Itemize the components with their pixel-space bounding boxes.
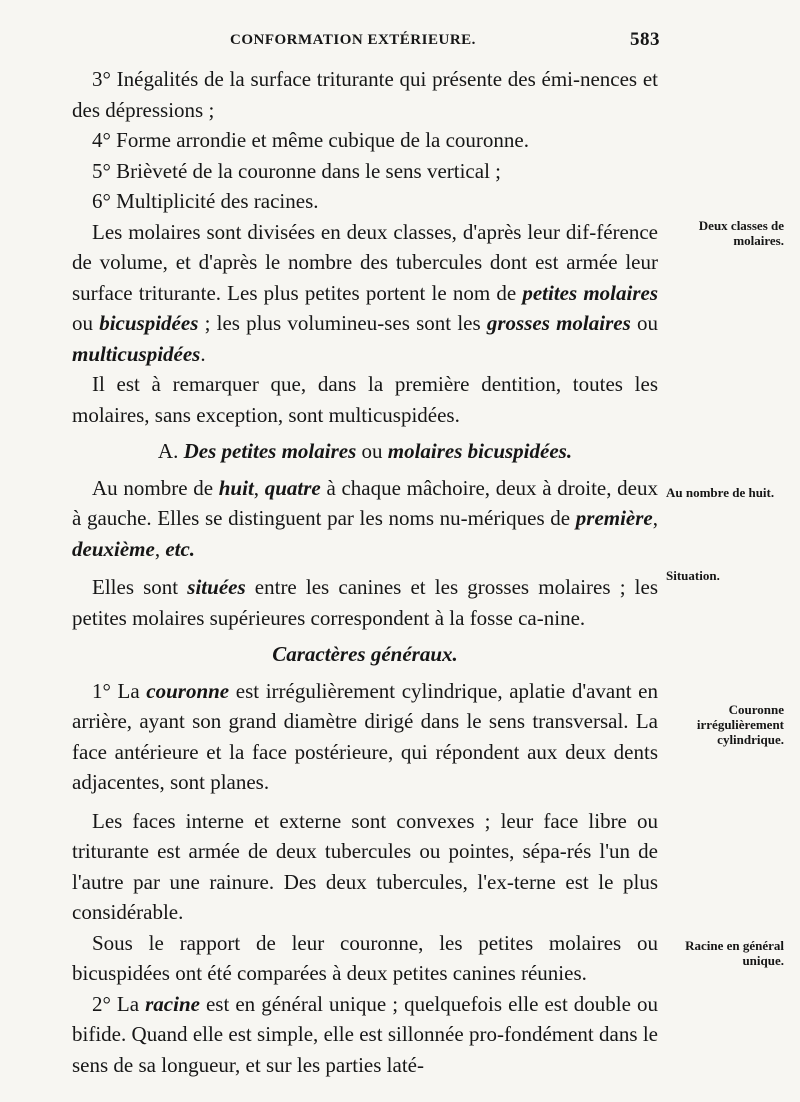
side-note-racine: Racine en général unique. [685, 938, 784, 968]
paragraph-nombre: Au nombre de huit, quatre à chaque mâchoire, deux à droite, deux à gauche. Elles se distinguent par les noms nu-mériques de première, deuxième, etc. [72, 475, 659, 561]
running-title: CONFORMATION EXTÉRIEURE. [230, 32, 476, 48]
paragraph-situation: Elles sont situées entre les canines et les grosses molaires ; les petites molaires supérieures correspondent à la fosse ca-nine. [72, 575, 658, 630]
paragraph-couronne: 1° La couronne est irrégulièrement cylindrique, aplatie d'avant en arrière, ayant son grand diamètre dirigé dans le sens transversal. La face antérieure et la face postérieure, qui répondent aux deux dents adjacentes, sont planes. [72, 678, 659, 794]
list-item-6: 6° Multiplicité des racines. [92, 189, 319, 213]
page-number: 583 [630, 29, 660, 50]
list-item-5: 5° Brièveté de la couronne dans le sens vertical ; [92, 158, 501, 183]
paragraph-classes: Les molaires sont divisées en deux classes, d'après leur dif-férence de volume, et d'après le nombre des tubercules dont est armée leur surface triturante. Les plus petites portent le nom de petites molaires ou bicuspidées ; les plus volumineu-ses sont les grosses molaires ou multicuspidées. [72, 219, 658, 366]
section-heading-general: Caractères généraux. [272, 642, 458, 666]
side-note-deux-classes: Deux classes de molaires. [698, 218, 784, 248]
side-note-couronne: Couronne irrégulièrement cylindrique. [696, 702, 784, 747]
side-note-au-nombre: Au nombre de huit. [666, 485, 775, 500]
main-text [72, 64, 658, 1080]
paragraph-racine: 2° La racine est en général unique ; quelquefois elle est double ou bifide. Quand elle est simple, elle est sillonnée pro-fondément dans le sens de sa longueur, et sur les parties laté- [72, 991, 659, 1077]
paragraph-remark: Il est à remarquer que, dans la première dentition, toutes les molaires, sans exception, sont multicuspidées. [72, 372, 658, 427]
paragraph-rapport: Sous le rapport de leur couronne, les petites molaires ou bicuspidées ont été comparées à deux petites canines réunies. [72, 930, 658, 985]
list-item-4: 4° Forme arrondie et même cubique de la couronne. [92, 128, 529, 152]
section-heading-a: A. Des petites molaires ou molaires bicuspidées. [157, 439, 573, 463]
paragraph-faces: Les faces interne et externe sont convexes ; leur face libre ou triturante est armée de deux tubercules ou pointes, sépa-rés l'un de l'autre par une rainure. Des deux tubercules, l'ex-terne est le plus considérable. [72, 808, 658, 924]
list-item-3: 3° Inégalités de la surface triturante qui présente des émi-nences et des dépressions ; [72, 67, 658, 122]
side-note-situation: Situation. [666, 568, 720, 583]
